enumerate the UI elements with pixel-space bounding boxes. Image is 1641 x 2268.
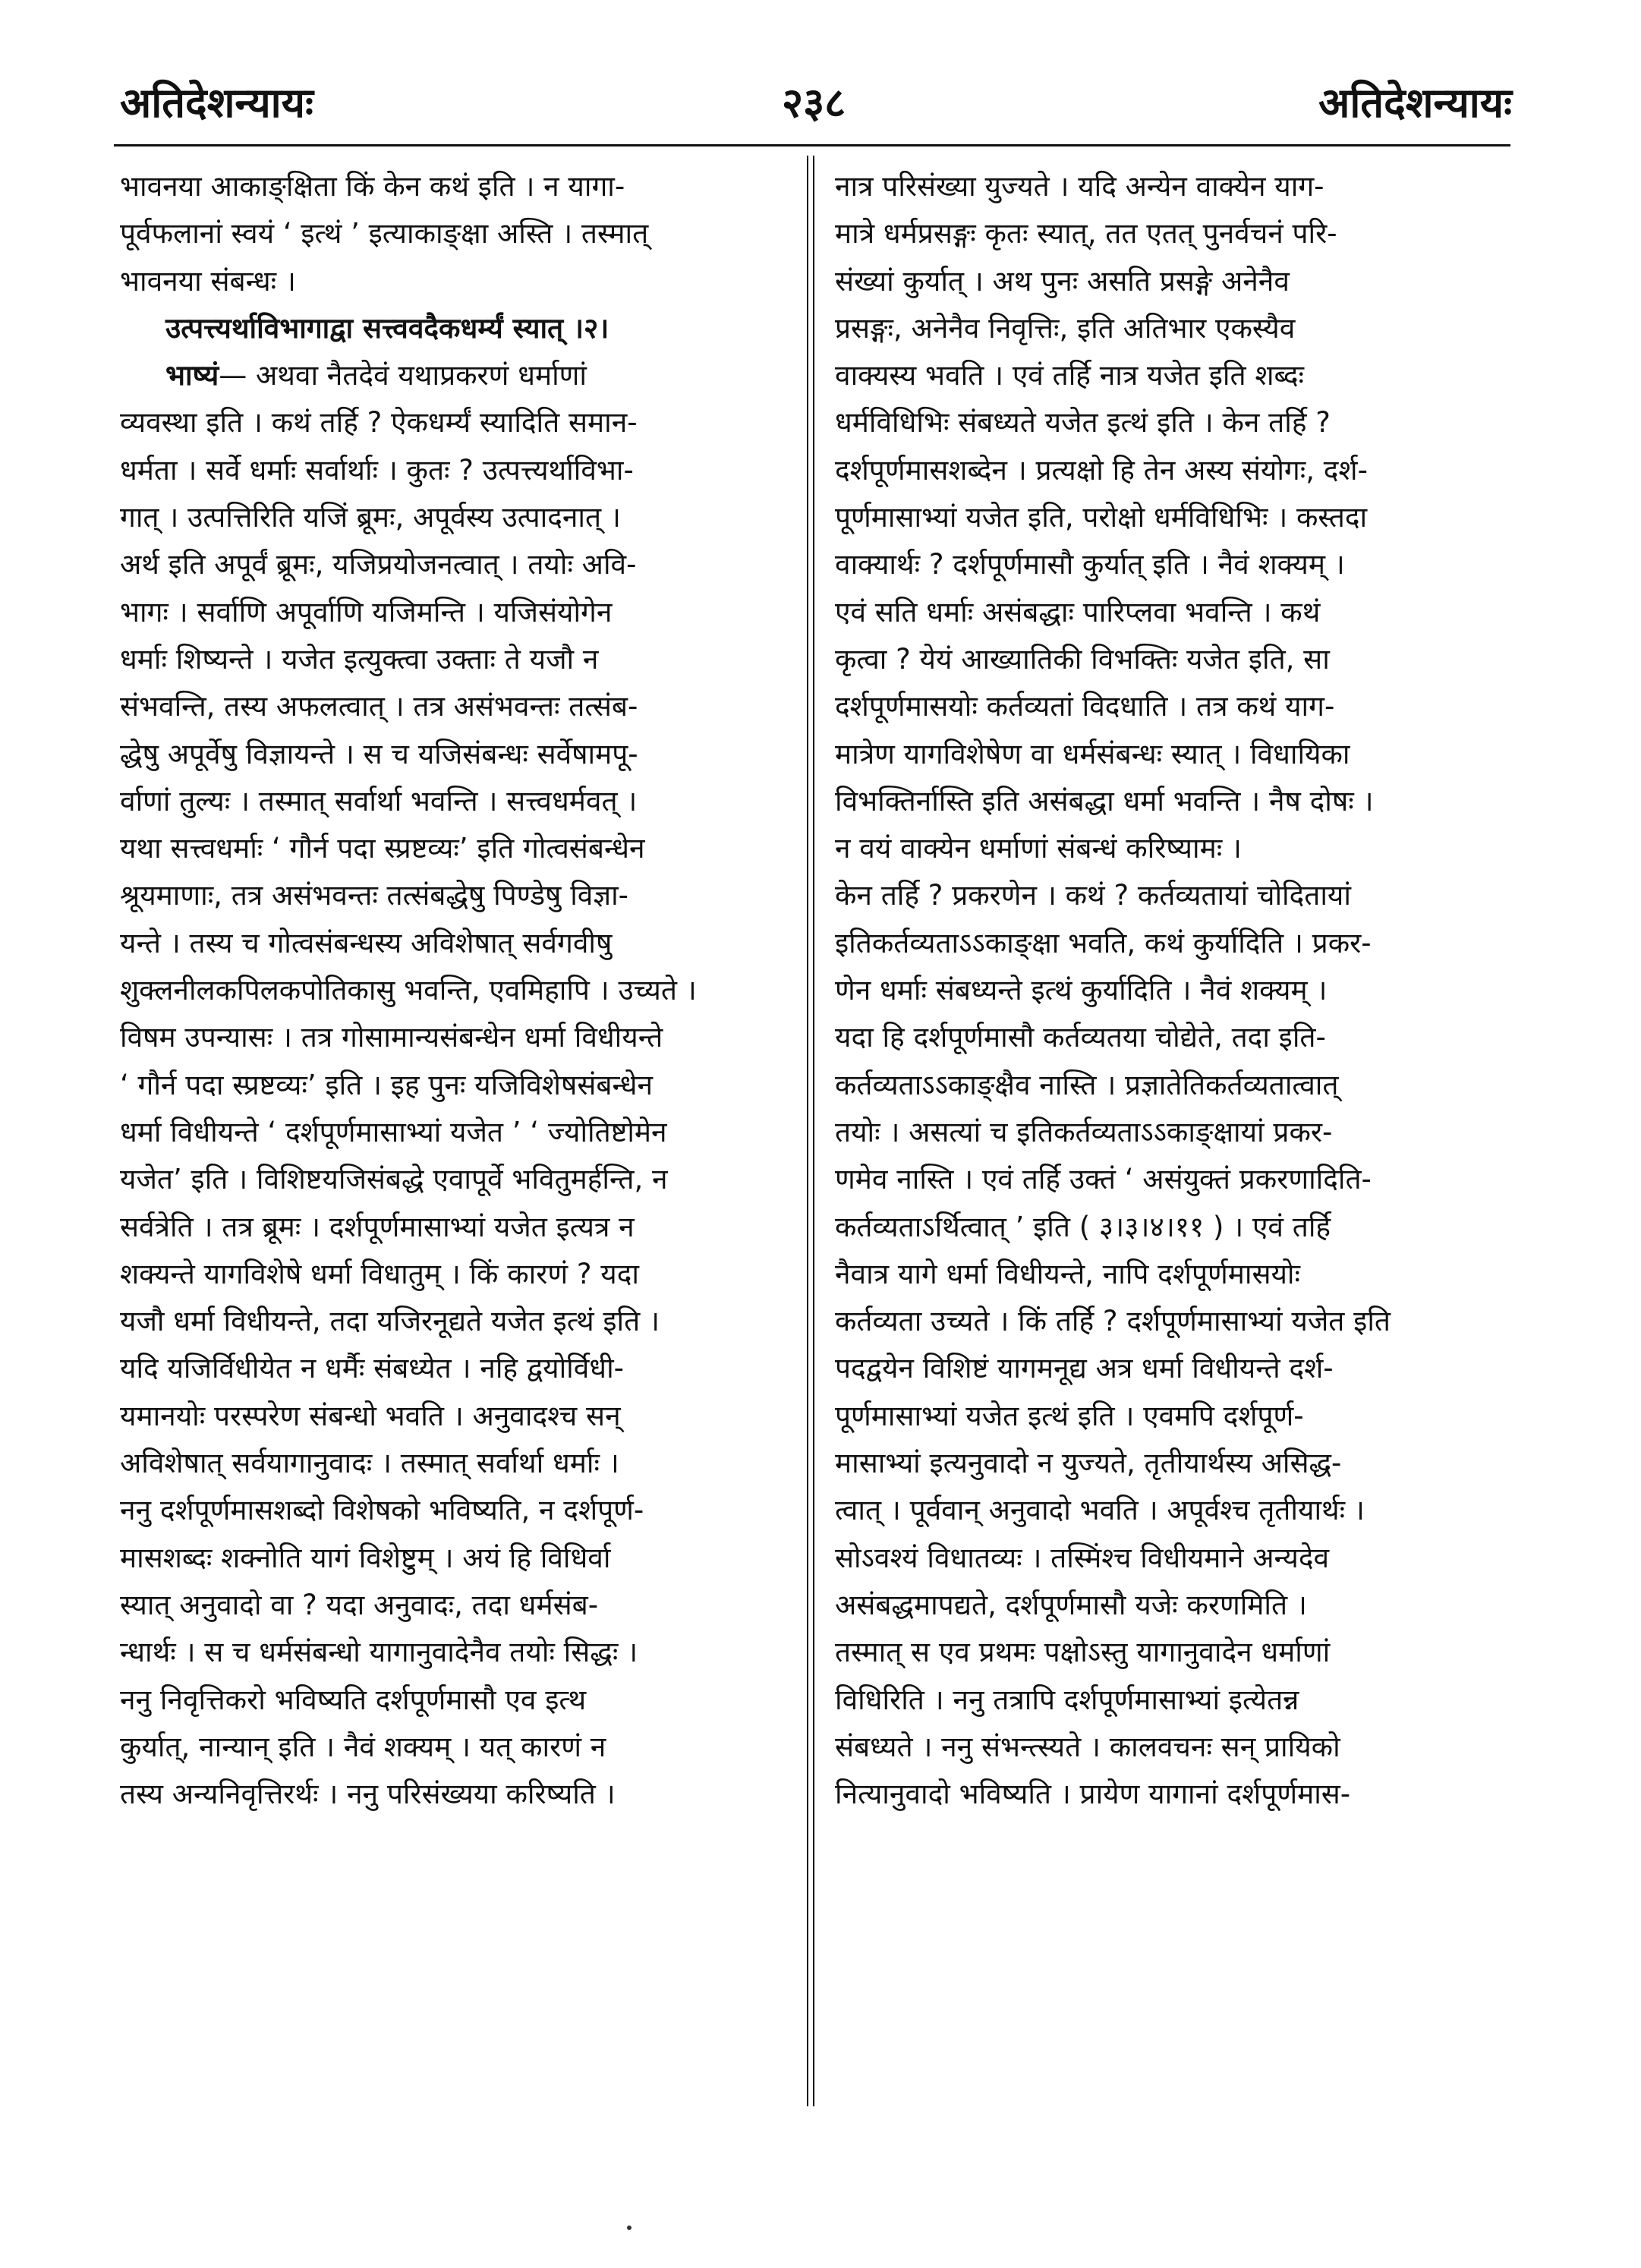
text-line: केन तर्हि ? प्रकरणेन । कथं ? कर्तव्यतायां चोदितायां: [835, 879, 1351, 912]
bhashya-opening-line: [120, 352, 803, 399]
text-line: णमेव नास्ति । एवं तर्हि उक्तं ‘ असंयुक्तं प्रकरणादिति-: [835, 1163, 1372, 1196]
text-line: मासाभ्यां इत्यनुवादो न युज्यते, तृतीयार्थस्य असिद्ध-: [835, 1447, 1342, 1480]
text-line: संबध्यते । ननु संभन्त्स्यते । कालवचनः सन् प्रायिको: [835, 1730, 1340, 1763]
text-line: ननु निवृत्तिकरो भविष्यति दर्शपूर्णमासौ एव इत्थ: [120, 1683, 587, 1716]
text-line: विधिरिति । ननु तत्रापि दर्शपूर्णमासाभ्यां इत्येतन्न: [835, 1683, 1299, 1716]
text-line: तस्य अन्यनिवृत्तिरर्थः । ननु परिसंख्यया करिष्यति ।: [120, 1778, 616, 1811]
text-line: कर्तव्यताऽऽकाङ्क्षैव नास्ति । प्रज्ञातेतिकर्तव्यतात्वात्: [835, 1068, 1339, 1101]
text-line: पूर्वफलानां स्वयं ‘ इत्थं ’ इत्याकाङ्क्षा अस्ति । तस्मात्: [120, 217, 649, 250]
text-line: श्रूयमाणाः, तत्र असंभवन्तः तत्संबद्धेषु पिण्डेषु विज्ञा-: [120, 879, 628, 912]
text-line: सर्वत्रेति । तत्र ब्रूमः । दर्शपूर्णमासाभ्यां यजेत इत्यत्र न: [120, 1210, 635, 1243]
scan-speck: [627, 2225, 632, 2230]
text-line: ननु दर्शपूर्णमासशब्दो विशेषको भविष्यति, न दर्शपूर्ण-: [120, 1494, 644, 1527]
text-line: पदद्वयेन विशिष्टं यागमनूद्य अत्र धर्मा विधीयन्ते दर्श-: [835, 1352, 1334, 1385]
page-header: [0, 67, 1641, 135]
text-line: धर्मा विधीयन्ते ‘ दर्शपूर्णमासाभ्यां यजेत ’ ‘ ज्योतिष्टोमेन: [120, 1115, 667, 1148]
header-rule: [114, 144, 1510, 146]
text-line: भावनया संबन्धः ।: [120, 264, 296, 298]
text-line: मात्रे धर्मप्रसङ्गः कृतः स्यात्, तत एतत् पुनर्वचनं परि-: [835, 217, 1337, 250]
text-line: धर्मता । सर्वे धर्माः सर्वार्थाः । कुतः ? उत्पत्त्यर्थाविभा-: [120, 453, 634, 487]
text-line: न वयं वाक्येन धर्माणां संबन्धं करिष्यामः ।: [835, 832, 1242, 865]
text-line: कर्तव्यता उच्यते । किं तर्हि ? दर्शपूर्णमासाभ्यां यजेत इति: [835, 1305, 1391, 1338]
running-head-right: अतिदेशन्यायः: [1318, 79, 1512, 127]
running-head-left: अतिदेशन्यायः: [120, 79, 313, 127]
text-line: धर्मविधिभिः संबध्यते यजेत इत्थं इति । केन तर्हि ?: [835, 406, 1331, 439]
text-line: यदि यजिर्विधीयेत न धर्मैः संबध्येत । नहि द्वयोर्विधी-: [120, 1352, 624, 1385]
text-line: संख्यां कुर्यात् । अथ पुनः असति प्रसङ्गे अनेनैव: [835, 264, 1290, 298]
text-line: तस्मात् स एव प्रथमः पक्षोऽस्तु यागानुवादेन धर्माणां: [835, 1636, 1331, 1669]
text-line: नैवात्र यागे धर्मा विधीयन्ते, नापि दर्शपूर्णमासयोः: [835, 1257, 1300, 1290]
text-line: भागः । सर्वाणि अपूर्वाणि यजिमन्ति । यजिसंयोगेन: [120, 595, 613, 628]
text-line: यन्ते । तस्य च गोत्वसंबन्धस्य अविशेषात् सर्वगवीषु: [120, 926, 613, 959]
right-column: [835, 163, 1518, 1818]
text-line: वाक्यार्थः ? दर्शपूर्णमासौ कुर्यात् इति । नैवं शक्यम् ।: [835, 548, 1345, 581]
text-line: नित्यानुवादो भविष्यति । प्रायेण यागानां दर्शपूर्णमास-: [835, 1778, 1351, 1811]
text-line: वाक्यस्य भवति । एवं तर्हि नात्र यजेत इति शब्दः: [835, 359, 1304, 392]
text-line: संभवन्ति, तस्य अफलत्वात् । तत्र असंभवन्तः तत्संब-: [120, 690, 638, 723]
text-line: र्वाणां तुल्यः । तस्मात् सर्वार्था भवन्ति । सत्त्वधर्मवत् ।: [120, 784, 638, 817]
text-line: असंबद्धमापद्यते, दर्शपूर्णमासौ यजेः करणमिति ।: [835, 1588, 1307, 1621]
text-line: सोऽवश्यं विधातव्यः । तस्मिंश्च विधीयमाने अन्यदेव: [835, 1541, 1330, 1574]
text-line: अविशेषात् सर्वयागानुवादः । तस्मात् सर्वार्था धर्माः ।: [120, 1447, 619, 1480]
text-line: दर्शपूर्णमासयोः कर्तव्यतां विदधाति । तत्र कथं याग-: [835, 690, 1335, 723]
column-divider: [813, 156, 814, 2106]
text-line: व्यवस्था इति । कथं तर्हि ? ऐकधर्म्यं स्यादिति समान-: [120, 406, 638, 439]
text-line: पूर्णमासाभ्यां यजेत इत्थं इति । एवमपि दर्शपूर्ण-: [835, 1399, 1304, 1432]
bhashya-label: भाष्यं: [165, 359, 219, 392]
sutra-line: उत्पत्त्यर्थाविभागाद्वा सत्त्ववदैकधर्म्यं स्यात् ।२।: [165, 311, 609, 345]
text-line: त्वात् । पूर्ववान् अनुवादो भवति । अपूर्वश्च तृतीयार्थः ।: [835, 1494, 1365, 1527]
page-number: २३८: [782, 79, 846, 127]
text-line: कृत्वा ? येयं आख्यातिकी विभक्तिः यजेत इति, सा: [835, 642, 1330, 676]
text-line: गात् । उत्पत्तिरिति यजिं ब्रूमः, अपूर्वस्य उत्पादनात् ।: [120, 501, 621, 534]
text-line: भावनया आकाङ्क्षिता किं केन कथं इति । न यागा-: [120, 170, 625, 203]
text-line: शुक्लनीलकपिलकपोतिकासु भवन्ति, एवमिहापि । उच्यते ।: [120, 974, 697, 1007]
text-line: नात्र परिसंख्या युज्यते । यदि अन्येन वाक्येन याग-: [835, 170, 1324, 203]
text-line: णेन धर्माः संबध्यन्ते इत्थं कुर्यादिति । नैवं शक्यम् ।: [835, 974, 1328, 1007]
column-divider: [807, 156, 808, 2106]
text-line: धर्माः शिष्यन्ते । यजेत इत्युक्त्वा उक्ताः ते यजौ न: [120, 642, 599, 676]
text-line: विभक्तिर्नास्ति इति असंबद्धा धर्मा भवन्ति । नैष दोषः ।: [835, 784, 1374, 817]
text-line: एवं सति धर्माः असंबद्धाः पारिप्लवा भवन्ति । कथं: [835, 595, 1321, 628]
text-line: यथा सत्त्वधर्माः ‘ गौर्न पदा स्प्रष्टव्यः’ इति गोत्वसंबन्धेन: [120, 832, 645, 865]
text-line: पूर्णमासाभ्यां यजेत इति, परोक्षो धर्मविधिभिः । कस्तदा: [835, 501, 1368, 534]
text-line: दर्शपूर्णमासशब्देन । प्रत्यक्षो हि तेन अस्य संयोगः, दर्श-: [835, 453, 1368, 487]
text-line: न्धार्थः । स च धर्मसंबन्धो यागानुवादेनैव तयोः सिद्धः ।: [120, 1636, 638, 1669]
text-line: अर्थ इति अपूर्वं ब्रूमः, यजिप्रयोजनत्वात् । तयोः अवि-: [120, 548, 637, 581]
text-line: यमानयोः परस्परेण संबन्धो भवति । अनुवादश्च सन्: [120, 1399, 621, 1432]
text-line: ‘ गौर्न पदा स्प्रष्टव्यः’ इति । इह पुनः यजिविशेषसंबन्धेन: [120, 1068, 654, 1101]
left-column: [120, 163, 803, 1818]
text-line: — अथवा नैतदेवं यथाप्रकरणं धर्माणां: [219, 359, 587, 392]
text-line: मात्रेण यागविशेषेण वा धर्मसंबन्धः स्यात् । विधायिका: [835, 737, 1350, 770]
text-line: यदा हि दर्शपूर्णमासौ कर्तव्यतया चोद्येते, तदा इति-: [835, 1021, 1326, 1054]
text-line: शक्यन्ते यागविशेषे धर्मा विधातुम् । किं कारणं ? यदा: [120, 1257, 639, 1290]
text-line: यजौ धर्मा विधीयन्ते, तदा यजिरनूद्यते यजेत इत्थं इति ।: [120, 1305, 660, 1338]
text-line: इतिकर्तव्यताऽऽकाङ्क्षा भवति, कथं कुर्यादिति । प्रकर-: [835, 926, 1372, 959]
text-line: तयोः । असत्यां च इतिकर्तव्यताऽऽकाङ्क्षायां प्रकर-: [835, 1115, 1333, 1148]
text-line: यजेत’ इति । विशिष्टयजिसंबद्धे एवापूर्वे भवितुमर्हन्ति, न: [120, 1163, 668, 1196]
text-line: स्यात् अनुवादो वा ? यदा अनुवादः, तदा धर्मसंब-: [120, 1588, 599, 1621]
text-line: मासशब्दः शक्नोति यागं विशेष्टुम् । अयं हि विधिर्वा: [120, 1541, 611, 1574]
text-line: कर्तव्यताऽर्थित्वात् ’ इति ( ३।३।४।११ ) । एवं तर्हि: [835, 1210, 1331, 1243]
text-line: द्धेषु अपूर्वेषु विज्ञायन्ते । स च यजिसंबन्धः सर्वेषामपू-: [120, 737, 638, 770]
text-line: प्रसङ्गः, अनेनैव निवृत्तिः, इति अतिभार एकस्यैव: [835, 311, 1296, 345]
text-line: कुर्यात्, नान्यान् इति । नैवं शक्यम् । यत् कारणं न: [120, 1730, 606, 1763]
text-line: विषम उपन्यासः । तत्र गोसामान्यसंबन्धेन धर्मा विधीयन्ते: [120, 1021, 663, 1054]
